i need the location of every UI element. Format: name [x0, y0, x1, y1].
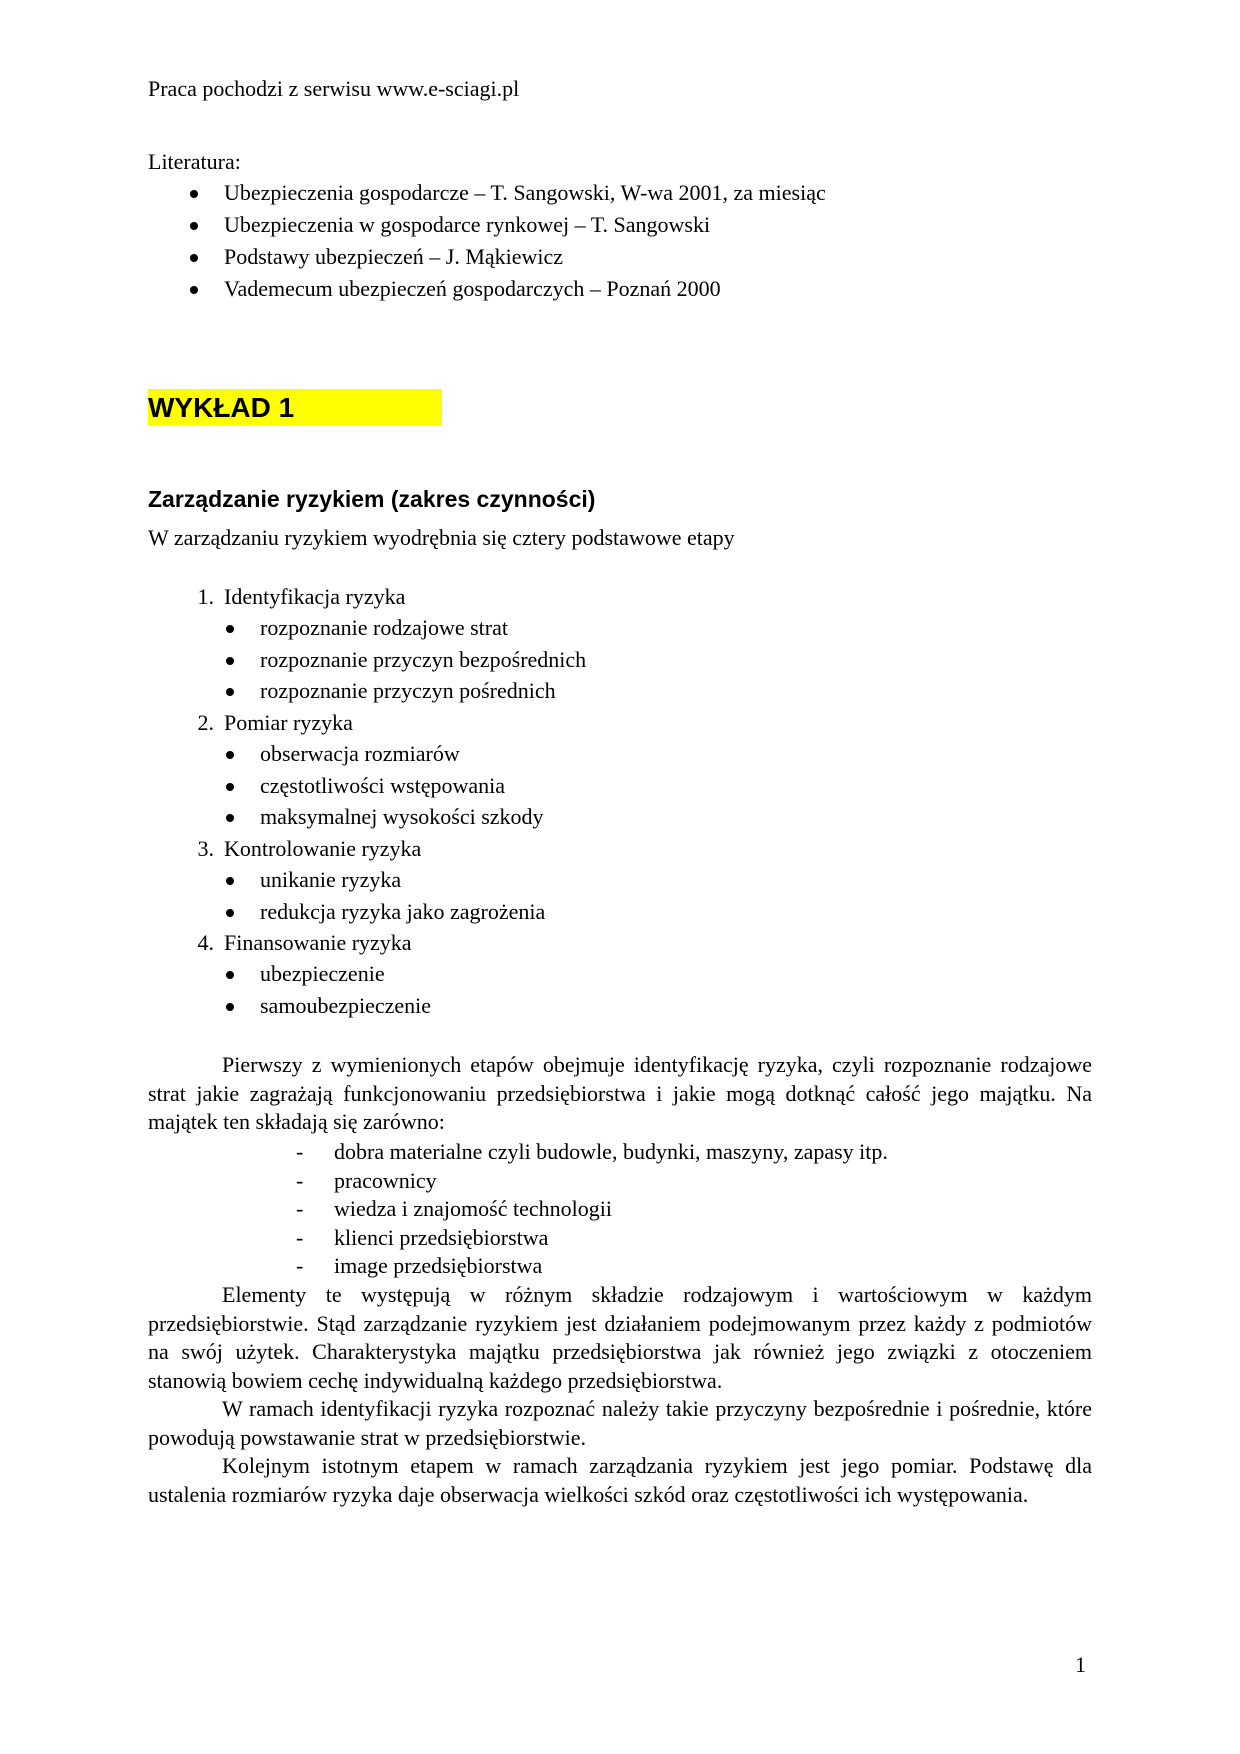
asset-text: image przedsiębiorstwa — [334, 1253, 543, 1278]
asset-item: - pracownicy — [296, 1168, 437, 1193]
stage-number: 4. — [197, 930, 214, 955]
paragraph-causes — [148, 1395, 1092, 1452]
literature-item: Vademecum ubezpieczeń gospodarczych – Poznań 2000 — [224, 276, 721, 301]
literature-label: Literatura: — [148, 149, 241, 174]
stage-subitem: unikanie ryzyka — [260, 867, 402, 892]
stage-subitem: obserwacja rozmiarów — [260, 741, 460, 766]
asset-text: klienci przedsiębiorstwa — [334, 1225, 549, 1250]
section-title: Zarządzanie ryzykiem (zakres czynności) — [148, 486, 596, 512]
asset-item: - dobra materialne czyli budowle, budynki, maszyny, zapasy itp. — [296, 1139, 888, 1164]
stage-subitem: ubezpieczenie — [260, 961, 385, 986]
stage-title: Identyfikacja ryzyka — [224, 584, 406, 609]
stage-item — [197, 930, 412, 956]
stage-subitem: rozpoznanie rodzajowe strat — [260, 615, 508, 640]
stage-item — [197, 836, 422, 862]
asset-item: - klienci przedsiębiorstwa — [296, 1225, 549, 1250]
paragraph-text: Elementy te występują w różnym składzie rodzajowym i wartościowym w każdym przedsiębiorstwie. Stąd zarządzanie ryzykiem jest działaniem podejmowanym przez każdy z podmiotów na swój użytek. Charakterystyka majątku przedsiębiorstwa jak również jego związki z otoczeniem stanowią bowiem cechę indywidualną każdego przedsiębiorstwa. — [148, 1282, 1092, 1393]
page-number: 1 — [1075, 1652, 1086, 1677]
stage-title: Finansowanie ryzyka — [224, 930, 412, 955]
asset-text: wiedza i znajomość technologii — [334, 1196, 612, 1221]
stage-subitem: rozpoznanie przyczyn pośrednich — [260, 678, 556, 703]
stage-title: Kontrolowanie ryzyka — [224, 836, 422, 861]
literature-item: Podstawy ubezpieczeń – J. Mąkiewicz — [224, 244, 564, 269]
asset-text: dobra materialne czyli budowle, budynki, maszyny, zapasy itp. — [334, 1139, 888, 1164]
asset-item: - image przedsiębiorstwa — [296, 1253, 543, 1278]
stage-number: 2. — [197, 710, 214, 735]
paragraph-identification — [148, 1051, 1092, 1137]
section-intro: W zarządzaniu ryzykiem wyodrębnia się cztery podstawowe etapy — [148, 525, 735, 550]
paragraph-text: Kolejnym istotnym etapem w ramach zarządzania ryzykiem jest jego pomiar. Podstawę dla ustalenia rozmiarów ryzyka daje obserwacja wielkości szkód oraz częstotliwości ich występowania. — [148, 1453, 1092, 1507]
stage-subitem: redukcja ryzyka jako zagrożenia — [260, 899, 546, 924]
paragraph-measurement — [148, 1452, 1092, 1509]
lecture-title: WYKŁAD 1 — [148, 389, 442, 426]
stage-number: 3. — [197, 836, 214, 861]
stage-item — [197, 584, 406, 610]
stage-item — [197, 710, 353, 736]
stage-subitem: rozpoznanie przyczyn bezpośrednich — [260, 647, 587, 672]
asset-text: pracownicy — [334, 1168, 437, 1193]
stage-title: Pomiar ryzyka — [224, 710, 353, 735]
stage-number: 1. — [197, 584, 214, 609]
stage-subitem: samoubezpieczenie — [260, 993, 432, 1018]
paragraph-elements — [148, 1281, 1092, 1395]
asset-item: - wiedza i znajomość technologii — [296, 1196, 612, 1221]
literature-item: Ubezpieczenia w gospodarce rynkowej – T. Sangowski — [224, 212, 711, 237]
stage-subitem: częstotliwości wstępowania — [260, 773, 505, 798]
source-line: Praca pochodzi z serwisu www.e-sciagi.pl — [148, 76, 520, 101]
paragraph-text: W ramach identyfikacji ryzyka rozpoznać należy takie przyczyny bezpośrednie i pośrednie, które powodują powstawanie strat w przedsiębiorstwie. — [148, 1396, 1092, 1450]
paragraph-text: Pierwszy z wymienionych etapów obejmuje identyfikację ryzyka, czyli rozpoznanie rodzajowe strat jakie zagrażają funkcjonowaniu przedsiębiorstwa i jakie mogą dotknąć całość jego majątku. Na majątek ten składają się zarówno: — [148, 1052, 1092, 1134]
literature-item: Ubezpieczenia gospodarcze – T. Sangowski, W-wa 2001, za miesiąc — [224, 180, 826, 205]
stage-subitem: maksymalnej wysokości szkody — [260, 804, 544, 829]
